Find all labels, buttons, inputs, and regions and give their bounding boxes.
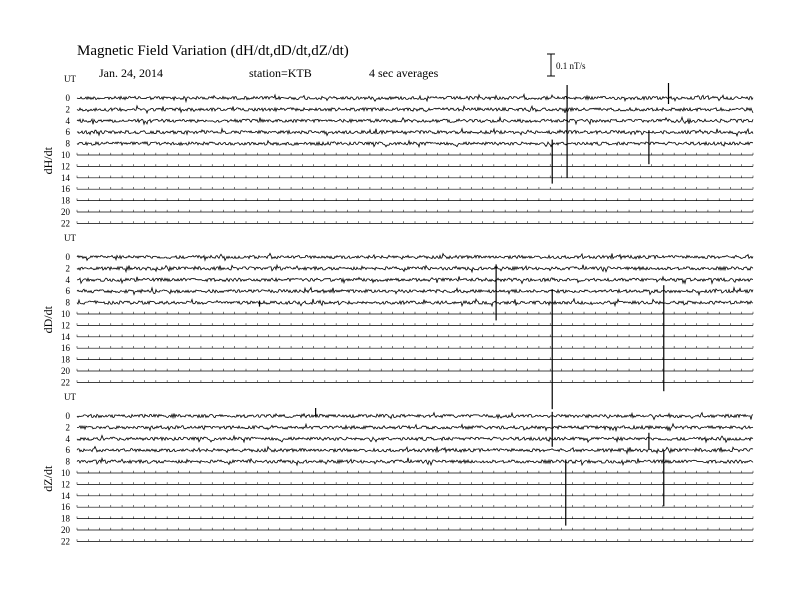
ut-label: UT <box>64 74 76 84</box>
data-trace <box>77 436 753 443</box>
scale-bar-label: 0.1 nT/s <box>556 61 586 71</box>
data-trace <box>77 141 753 147</box>
averaging-label: 4 sec averages <box>369 66 439 80</box>
hour-tick-label: 12 <box>61 161 70 172</box>
hour-tick-label: 18 <box>61 513 70 524</box>
panel-dHdt <box>41 74 753 228</box>
hour-tick-label: 10 <box>61 309 70 319</box>
chart-title: Magnetic Field Variation (dH/dt,dD/dt,dZ/dt) <box>77 43 349 59</box>
hour-tick-label: 22 <box>61 377 70 388</box>
hour-tick-label: 6 <box>65 127 70 138</box>
data-trace <box>77 117 753 124</box>
hour-tick-label: 0 <box>65 93 70 103</box>
data-trace <box>77 253 753 260</box>
hour-tick-label: 10 <box>61 468 70 478</box>
ylabel-dDdt: dD/dt <box>41 306 55 334</box>
hour-tick-label: 10 <box>61 150 70 160</box>
ut-label: UT <box>64 233 76 243</box>
ylabel-dZdt: dZ/dt <box>41 465 55 492</box>
hour-tick-label: 4 <box>65 274 70 285</box>
hour-tick-label: 14 <box>61 490 70 501</box>
data-trace <box>77 106 753 113</box>
hour-tick-label: 6 <box>65 445 70 456</box>
hour-tick-label: 2 <box>65 104 70 115</box>
data-trace <box>77 265 753 272</box>
data-trace <box>77 288 753 295</box>
hour-tick-label: 16 <box>61 343 70 354</box>
hour-tick-label: 0 <box>65 252 70 262</box>
hour-tick-label: 2 <box>65 263 70 274</box>
data-trace <box>77 276 753 283</box>
ut-label: UT <box>64 392 76 402</box>
hour-tick-label: 8 <box>65 297 70 308</box>
hour-tick-label: 22 <box>61 218 70 229</box>
hour-tick-label: 16 <box>61 502 70 513</box>
hour-tick-label: 8 <box>65 456 70 467</box>
panel-dZdt <box>41 392 753 546</box>
hour-tick-label: 12 <box>61 320 70 331</box>
station-label: station=KTB <box>249 66 312 80</box>
hour-tick-label: 14 <box>61 172 70 183</box>
data-trace <box>77 413 753 420</box>
hour-tick-label: 20 <box>61 525 70 535</box>
scale-bar <box>547 54 586 76</box>
hour-tick-label: 18 <box>61 354 70 365</box>
hour-tick-label: 2 <box>65 422 70 433</box>
hour-tick-label: 16 <box>61 184 70 195</box>
data-trace <box>77 129 753 136</box>
hour-tick-label: 14 <box>61 331 70 342</box>
hour-tick-label: 4 <box>65 433 70 444</box>
hour-tick-label: 6 <box>65 286 70 297</box>
hour-tick-label: 12 <box>61 479 70 490</box>
panel-dDdt <box>41 233 753 409</box>
data-trace <box>77 458 753 465</box>
date-label: Jan. 24, 2014 <box>99 66 163 80</box>
hour-tick-label: 20 <box>61 366 70 376</box>
hour-tick-label: 18 <box>61 195 70 206</box>
hour-tick-label: 0 <box>65 411 70 421</box>
hour-tick-label: 20 <box>61 207 70 217</box>
ylabel-dHdt: dH/dt <box>41 147 55 175</box>
data-trace <box>77 424 753 431</box>
hour-tick-label: 8 <box>65 138 70 149</box>
hour-tick-label: 4 <box>65 115 70 126</box>
data-trace <box>77 94 753 101</box>
data-trace <box>77 299 753 306</box>
hour-tick-label: 22 <box>61 536 70 547</box>
data-trace <box>77 447 753 454</box>
